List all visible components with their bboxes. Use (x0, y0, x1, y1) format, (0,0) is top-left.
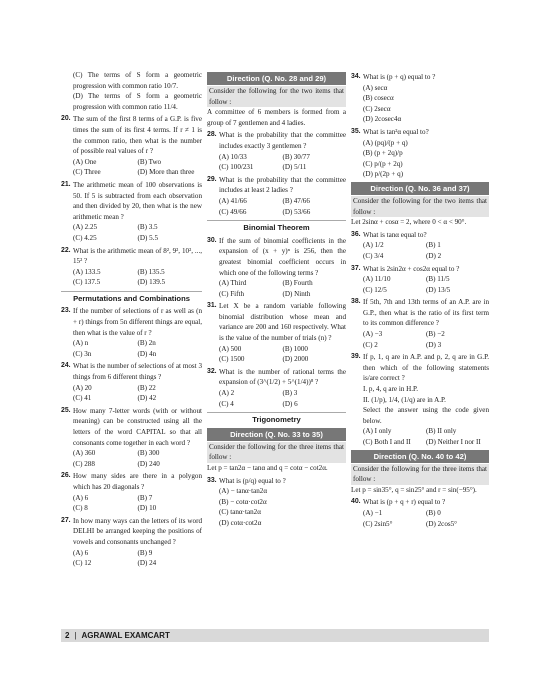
option-c: (C) 41 (73, 394, 92, 403)
options (207, 152, 346, 173)
options (351, 426, 489, 447)
section-heading: Binomial Theorem (207, 220, 346, 234)
option-a: (A) 2 (219, 389, 235, 398)
question-25: 25. How many 7-letter words (with or without meaning) can be constructed using all the letters of the word CAPITAL so that all consonants come together in each word ? (61, 406, 202, 447)
options (207, 344, 346, 365)
option-b: (B) −2 (426, 330, 445, 339)
option-d: (D) Ninth (282, 289, 311, 298)
option-d: (D) 2cos5° (426, 519, 458, 528)
option-a: (A) 20 (73, 383, 92, 392)
option-a: (A) (pq)/(p + q) (363, 138, 408, 147)
divider: | (74, 631, 77, 640)
option-b: (B) 1 (426, 241, 441, 250)
question-33: 33. What is (p/q) equal to ? (207, 476, 286, 485)
statement-2: II. (1/p), 1/4, (1/q) are in A.P. (363, 395, 446, 404)
page-number: 2 (65, 631, 70, 640)
option-b: (B) − cotα·cot2α (219, 497, 267, 506)
option-c: (C) 3n (73, 349, 92, 358)
page-footer (61, 629, 489, 642)
option-c: (C) 2sin5° (363, 519, 393, 528)
option-a: (A) − tanα·tan2α (219, 487, 268, 496)
option-b: (B) 300 (137, 449, 160, 458)
options (61, 548, 202, 569)
question-22: 22. What is the arithmetic mean of 8², 9², 10², ..., 15² ? (61, 246, 202, 266)
option-d: (D) 10 (137, 504, 157, 513)
option-c: (C) Three (73, 168, 101, 177)
option-a: (A) I only (363, 427, 392, 436)
option-b: (B) 7 (137, 493, 153, 502)
option-b: (B) 2n (137, 339, 156, 348)
options (61, 338, 202, 359)
direction-band: Direction (Q. No. 40 to 42) (351, 450, 489, 463)
option-a: (A) 6 (73, 493, 89, 502)
question-36: 36. What is tanα equal to? (351, 230, 427, 239)
section-heading: Trigonometry (207, 412, 346, 426)
option-d: (D) 5.5 (137, 233, 158, 242)
option-c: (C) p/(p + 2q) (363, 159, 403, 168)
question-29: 29. What is the probability that the committee includes at least 2 ladies ? (207, 175, 346, 195)
question-32: 32. What is the number of rational terms the expansion of (3^(1/2) + 5^(1/4))⁸ ? (207, 367, 346, 387)
column-3 (351, 70, 489, 529)
question-28: 28. What is the probability that the committee includes exactly 3 gentlemen ? (207, 131, 346, 150)
option-a: (A) Third (219, 279, 247, 288)
option-d: (D) 2000 (282, 355, 309, 364)
option-a: (A) 6 (73, 548, 89, 557)
option-c: (C) 100/231 (219, 163, 254, 172)
question-34: 34. What is (p + q) equal to ? (351, 73, 436, 81)
question-20: 20. The sum of the first 8 terms of a G.P. is five times the sum of its first 4 terms. If r ≠ 1 is the common ratio, then what is the number of possible real values of r ? (61, 115, 202, 156)
option-c: (C) 1500 (219, 355, 245, 364)
column-2 (207, 70, 346, 529)
options (61, 383, 202, 404)
option-b: (B) 22 (137, 383, 156, 392)
option-b: (B) cosecα (363, 94, 394, 103)
option-d: (D) Neither I nor II (426, 438, 481, 446)
option-d: (D) 2 (426, 251, 442, 260)
option-c: (C) tanα·tan2α (219, 508, 261, 517)
question-27: 27. In how many ways can the letters of its word DELHI be arranged keeping the positions of vowels and consonants unchanged ? (61, 516, 202, 546)
option-a: (A) 41/66 (219, 196, 247, 205)
option-b: (B) 9 (137, 548, 153, 557)
direction-band: Direction (Q. No. 28 and 29) (207, 72, 346, 85)
passage: A committee of 6 members is formed from a group of 7 gentlemen and 4 ladies. (207, 108, 346, 127)
option-b: (B) 11/5 (426, 275, 450, 284)
option-a: (A) 500 (219, 344, 242, 353)
direction-band: Direction (Q. No. 36 and 37) (351, 182, 489, 195)
option-d: (D) 6 (282, 399, 298, 408)
option-c: (C) 4 (219, 399, 234, 408)
option-b: (B) Two (137, 157, 162, 166)
option-c: (C) 4.25 (73, 233, 97, 242)
option-a: (A) One (73, 157, 97, 166)
question-35: 35. What is tan²α equal to? (351, 127, 429, 136)
option-a: (A) n (73, 339, 89, 348)
option-d: (D) More than three (137, 168, 195, 177)
option-b: (B) 3 (282, 389, 298, 398)
option-a: (A) 2.25 (73, 223, 98, 232)
options (61, 493, 202, 514)
passage: Let p = tan2α − tanα and q = cotα − cot2α. (207, 464, 328, 472)
question-23: 23. If the number of selections of r as well as (n + r) things from 5n different things are equal, then what is the value of r ? (61, 307, 202, 337)
option-c: (C) The terms of S form a geometric progression with common ratio 10/7. (73, 71, 202, 90)
option-b: (B) Fourth (282, 279, 313, 288)
section-heading: Permutations and Combinations (61, 291, 202, 305)
option-d: (D) 3 (426, 340, 442, 349)
option-b: (B) (p + 2q)/p (363, 149, 403, 158)
option-d: (D) cotα·cot2α (219, 518, 262, 527)
options (351, 240, 489, 261)
option-a: (A) 11/10 (363, 275, 391, 284)
passage: Let p = sin35°, q = sin25° and r = sin(−95°). (351, 485, 477, 494)
option-b: (B) 3.5 (137, 223, 158, 232)
options (61, 157, 202, 178)
option-b: (B) II only (426, 427, 457, 436)
option-d: (D) 24 (137, 559, 157, 568)
options (207, 388, 346, 409)
option-c: (C) 2 (363, 340, 378, 349)
question-21: 21. The arithmetic mean of 100 observations is 50. If 5 is subtracted from each observation and then divided by 20, then what is the new arithmetic mean ? (61, 180, 202, 221)
option-d: (D) 13/5 (426, 285, 451, 294)
passage: Let 2sinα + cosα = 2, where 0 < α < 90°. (351, 218, 467, 227)
option-b: (B) 135.5 (137, 267, 165, 276)
question-40: 40. What is (p + q + r) equal to ? (351, 498, 446, 507)
option-c: (C) 12 (73, 559, 92, 568)
options (207, 278, 346, 299)
option-c: (C) 137.5 (73, 278, 101, 287)
question-37: 37. What is 2sin2α + cos2α equal to ? (351, 264, 460, 273)
option-c: (C) Fifth (219, 289, 245, 298)
direction-text: Consider the following for the two items that follow : (209, 87, 344, 106)
options (61, 222, 202, 243)
option-a: (A) −3 (363, 330, 383, 339)
option-d: (D) 240 (137, 459, 160, 468)
question-38: 38. If 5th, 7th and 13th terms of an A.P. are in G.P., then what is the ratio of its first term to its common difference ? (351, 298, 489, 328)
option-d: (D) 42 (137, 394, 157, 403)
option-c: (C) 2secα (363, 104, 391, 113)
option-d: (D) p/(2p + q) (363, 170, 404, 179)
instruction: Select the answer using the code given below. (363, 406, 489, 425)
statement-1: I. p, 4, q are in H.P. (363, 385, 418, 394)
brand-name: AGRAWAL EXAMCART (81, 631, 170, 640)
option-c: (C) 3/4 (363, 251, 384, 260)
option-d: (D) 53/66 (282, 207, 311, 216)
option-d: (D) The terms of S form a geometric progression with common ratio 11/4. (73, 92, 202, 111)
option-b: (B) 1000 (282, 344, 308, 353)
option-a: (A) 133.5 (73, 267, 101, 276)
column-1 (61, 70, 202, 569)
option-c: (C) 12/5 (363, 285, 387, 294)
option-a: (A) secα (363, 83, 388, 92)
option-d: (D) 139.5 (137, 278, 166, 287)
option-b: (B) 30/77 (282, 152, 310, 161)
direction-band: Direction (Q. No. 33 to 35) (207, 428, 346, 441)
option-d: (D) 2cosec4α (363, 115, 402, 124)
question-31: 31. Let X be a random variable following binomial distribution whose mean and variance are 200 and 160 respectively. What is the value of the number of trials (n) ? (207, 302, 346, 343)
option-b: (B) 47/66 (282, 196, 310, 205)
direction-text: Consider the following for the three items that follow : (353, 464, 487, 484)
options (61, 267, 202, 288)
direction-text: Consider the following for the three items that follow : (209, 442, 344, 462)
options (351, 508, 489, 529)
option-b: (B) 0 (426, 508, 441, 517)
options (207, 196, 346, 217)
question-24: 24. What is the number of selections of at most 3 things from 6 different things ? (61, 362, 202, 382)
option-a: (A) 10/33 (219, 152, 247, 161)
options (61, 448, 202, 469)
option-d: (D) 5/11 (282, 163, 307, 172)
question-26: 26. How many sides are there in a polygon which has 20 diagonals ? (61, 472, 202, 491)
options (351, 274, 489, 295)
option-a: (A) 360 (73, 449, 96, 458)
direction-text: Consider the following for the two items that follow : (353, 196, 487, 216)
option-a: (A) 1/2 (363, 241, 384, 250)
option-c: (C) 288 (73, 459, 95, 468)
question-30: 30. If the sum of binomial coefficients in the expansion of (x + y)ⁿ is 256, then the greatest binomial coefficient occurs in which one of the following terms ? (207, 236, 346, 277)
option-c: (C) 8 (73, 504, 88, 513)
options (351, 329, 489, 350)
option-a: (A) −1 (363, 508, 383, 517)
question-39: 39. If p, 1, q are in A.P. and p, 2, q are in G.P. then which of the following statements is/are correct ? (351, 353, 489, 383)
option-c: (C) Both I and II (363, 438, 411, 446)
option-d: (D) 4n (137, 349, 157, 358)
option-c: (C) 49/66 (219, 207, 247, 216)
